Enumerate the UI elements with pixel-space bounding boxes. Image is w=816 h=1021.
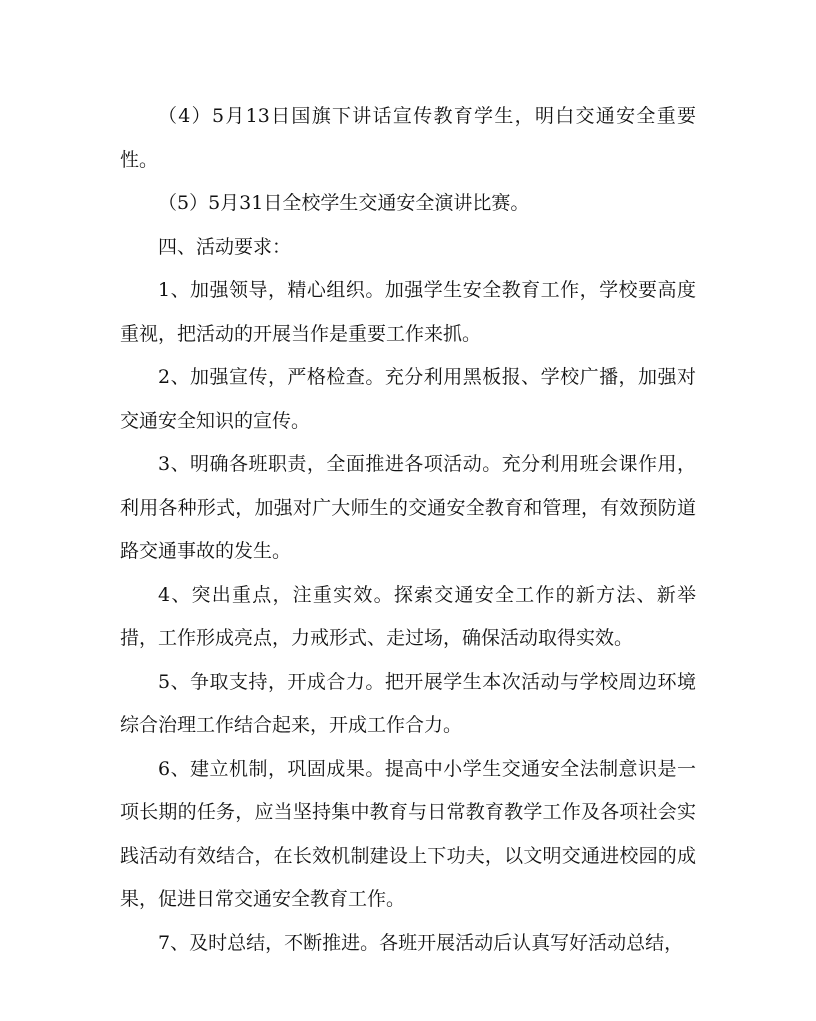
requirement-4: 4、突出重点，注重实效。探索交通安全工作的新方法、新举措，工作形成亮点，力戒形式、走过场，确保活动取得实效。 [120,583,696,649]
requirement-2: 2、加强宣传，严格检查。充分利用黑板报、学校广播，加强对交通安全知识的宣传。 [120,366,696,432]
requirement-5: 5、争取支持，开成合力。把开展学生本次活动与学校周边环境综合治理工作结合起来，开成工作合力。 [120,670,696,736]
paragraph-5-item: （5）5月31日全校学生交通安全演讲比赛。 [158,192,530,214]
document-body [120,95,696,965]
paragraph-4-item: （4）5月13日国旗下讲话宣传教育学生，明白交通安全重要性。 [120,105,696,171]
requirement-3: 3、明确各班职责，全面推进各项活动。充分利用班会课作用，利用各种形式，加强对广大师生的交通安全教育和管理，有效预防道路交通事故的发生。 [120,453,696,562]
section-heading-requirements: 四、活动要求： [158,235,292,258]
requirement-1: 1、加强领导，精心组织。加强学生安全教育工作，学校要高度重视，把活动的开展当作是重要工作来抓。 [120,279,696,345]
requirement-6: 6、建立机制，巩固成果。提高中小学生交通安全法制意识是一项长期的任务，应当坚持集中教育与日常教育教学工作及各项社会实践活动有效结合，在长效机制建设上下功夫，以文明交通进校园的成果，促进日常交通安全教育工作。 [120,757,696,910]
requirement-7: 7、及时总结，不断推进。各班开展活动后认真写好活动总结， [158,931,684,954]
